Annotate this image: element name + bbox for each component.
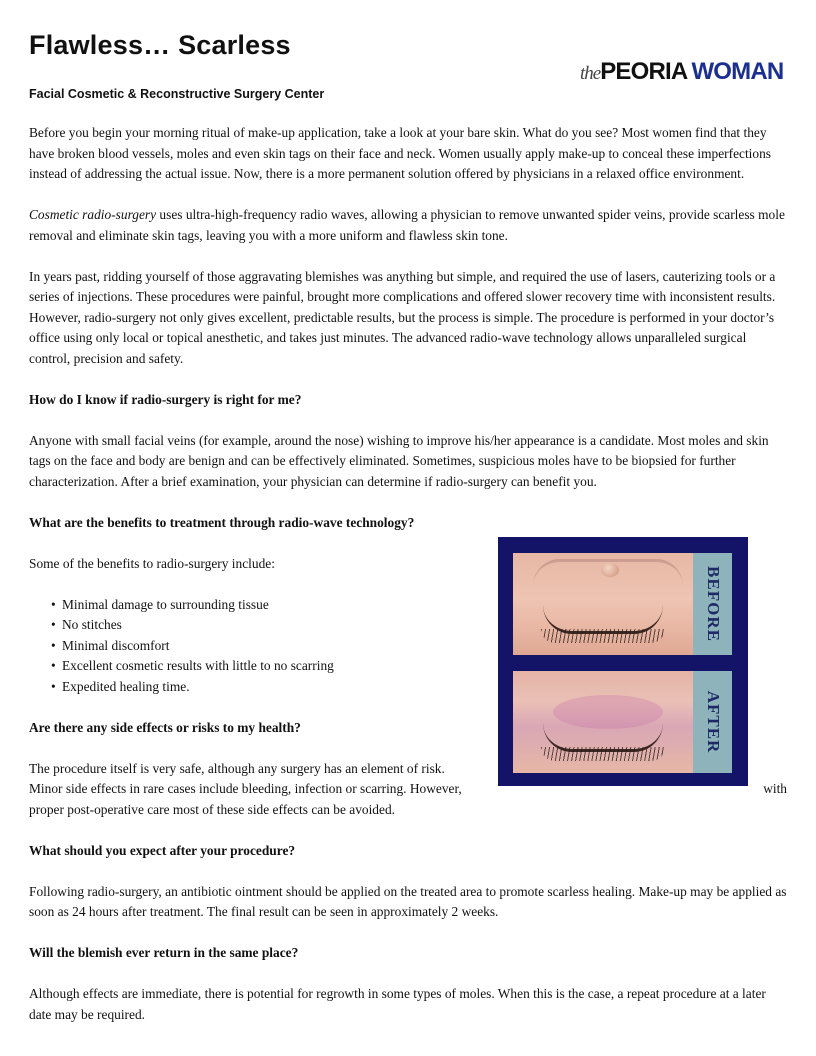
section-text-benefits: Some of the benefits to radio-surgery include: xyxy=(29,555,275,571)
benefit-item: • Minimal discomfort xyxy=(51,636,787,657)
bullet-icon: • xyxy=(51,658,56,673)
radio-surgery-term: Cosmetic radio-surgery xyxy=(29,207,157,222)
after-label: AFTER xyxy=(703,690,723,754)
benefit-item: • Excellent cosmetic results with little to no scarring xyxy=(51,656,787,677)
section-text-aftercare: Following radio-surgery, an antibiotic ointment should be applied on the treated area to promote scarless healing. Make-up may be applied as soon as 24 hours after treatment. The final result can be seen in approximately 2 weeks. xyxy=(29,883,787,919)
logo-word-peoria: PEORIA xyxy=(600,58,688,85)
section-heading-benefits: What are the benefits to treatment through radio-wave technology? xyxy=(29,514,415,530)
mole-mark xyxy=(601,563,619,577)
before-label: BEFORE xyxy=(703,566,723,642)
benefit-item: • No stitches xyxy=(51,615,787,636)
benefit-item: • Minimal damage to surrounding tissue xyxy=(51,595,787,616)
radio-surgery-paragraph xyxy=(29,205,787,246)
section-heading-candidacy: How do I know if radio-surgery is right for me? xyxy=(29,391,302,407)
section-heading-side-effects: Are there any side effects or risks to my health? xyxy=(29,719,301,735)
article-title: Flawless… Scarless xyxy=(29,30,291,60)
section-heading-aftercare: What should you expect after your procedure? xyxy=(29,842,296,858)
after-eye-photo xyxy=(513,671,693,773)
after-panel xyxy=(513,671,732,773)
section-text-candidacy: Anyone with small facial veins (for example, around the nose) wishing to improve his/her appearance is a candidate. Most moles and skin tags on the face and body are benign and can be effectively eliminated. Sometimes, suspicious moles have to be biopsied for further characterization. After a brief examination, your physician can determine if radio-surgery can benefit you. xyxy=(29,432,769,489)
section-text-side-effects: The procedure itself is very safe, although any surgery has an element of risk. Minor side effects in rare cases include bleeding, infection or scarring. However, with proper post-operative care most of these side effects can be avoided. xyxy=(29,760,787,817)
intro-paragraph: Before you begin your morning ritual of make-up application, take a look at your bare skin. What do you see? Most women find that they have broken blood vessels, moles and even skin tags on their face and neck. Women usually apply make-up to conceal these imperfections instead of addressing the actual issue. Now, there is a more permanent solution offered by physicians in a relaxed office environment. xyxy=(29,125,772,181)
before-after-figure xyxy=(498,537,748,786)
before-panel xyxy=(513,553,732,655)
logo-word-woman: WOMAN xyxy=(691,58,784,85)
after-label-strip xyxy=(693,671,732,773)
section-text-regrowth: Although effects are immediate, there is potential for regrowth in some types of moles. When this is the case, a repeat procedure at a later date may be required. xyxy=(29,986,766,1022)
bullet-icon: • xyxy=(51,596,56,612)
history-paragraph: In years past, ridding yourself of those aggravating blemishes was anything but simple, and required the use of lasers, cauterizing tools or a series of injections. These procedures were painful, brought more complications and offered slower recovery time with inconsistent results. However, radio-surgery not only gives excellent, predictable results, but the process is simple. The procedure is performed in your doctor’s office using only local or topical anesthetic, and takes just minutes. The advanced radio-wave technology allows unparalleled surgical control, precision and safety. xyxy=(29,268,776,366)
before-eye-photo xyxy=(513,553,693,655)
peoria-woman-logo xyxy=(580,58,792,88)
bullet-icon: • xyxy=(51,617,56,632)
before-label-strip xyxy=(693,553,732,655)
bullet-icon: • xyxy=(51,637,56,653)
logo-the: the xyxy=(580,63,601,84)
bullet-icon: • xyxy=(51,678,56,694)
section-heading-regrowth: Will the blemish ever return in the same place? xyxy=(29,945,299,960)
article-subtitle: Facial Cosmetic & Reconstructive Surgery Center xyxy=(29,87,325,101)
benefit-item: • Expedited healing time. xyxy=(51,677,787,698)
radio-surgery-description: uses ultra-high-frequency radio waves, allowing a physician to remove unwanted spider veins, provide scarless mole removal and eliminate skin tags, leaving you with a more uniform and flawless skin tone. xyxy=(29,207,785,243)
